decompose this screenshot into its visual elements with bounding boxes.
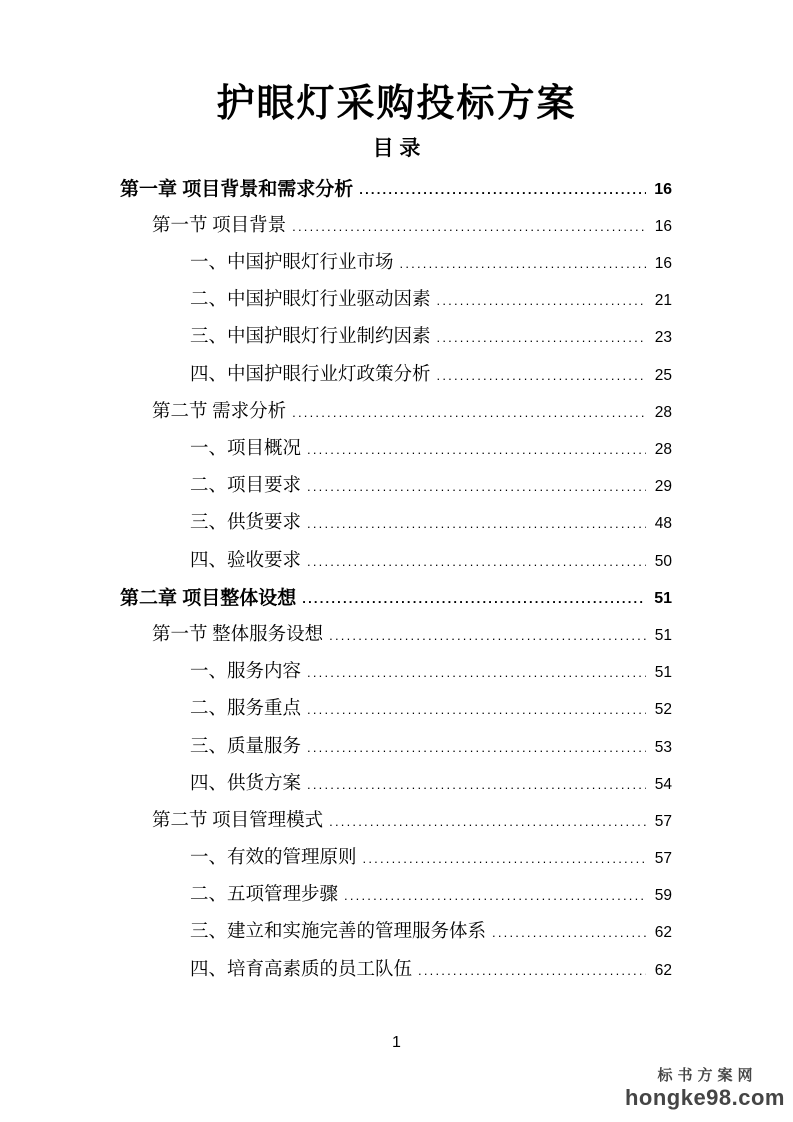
toc-entry <box>120 543 672 580</box>
toc-entry <box>120 505 672 542</box>
toc-entry <box>120 803 672 840</box>
toc-entry-label: 一、有效的管理原则 <box>190 848 357 869</box>
toc-entry-label: 一、服务内容 <box>190 662 302 683</box>
toc-entry-label: 第二节 项目管理模式 <box>152 810 324 831</box>
toc-entry-page: 21 <box>654 292 672 310</box>
toc-leader-dots <box>329 617 646 654</box>
toc-entry-label: 三、供货要求 <box>190 513 302 534</box>
toc-entry <box>120 245 672 282</box>
toc-entry-page: 57 <box>654 812 672 830</box>
toc-leader-dots <box>437 357 646 394</box>
toc-entry-label: 四、培育高素质的员工队伍 <box>190 959 413 980</box>
toc-entry-label: 一、项目概况 <box>190 439 302 459</box>
toc-entry <box>120 914 672 951</box>
toc-leader-dots <box>329 803 646 840</box>
watermark <box>625 1067 785 1110</box>
toc-leader-dots <box>359 171 646 208</box>
toc-entry <box>120 952 672 989</box>
toc-entry-page: 29 <box>654 478 672 496</box>
toc-entry-label: 三、质量服务 <box>190 736 302 757</box>
toc-entry <box>120 171 672 208</box>
toc-entry-page: 50 <box>654 552 672 570</box>
toc-entry-page: 52 <box>654 701 672 719</box>
toc-entry-page: 23 <box>654 329 672 347</box>
toc-entry-page: 16 <box>654 255 672 273</box>
toc-leader-dots <box>307 654 646 691</box>
toc-entry-page: 51 <box>654 664 672 682</box>
toc-entry-page: 51 <box>654 626 672 644</box>
toc-entry-label: 第二节 需求分析 <box>152 401 287 422</box>
toc-entry-label: 四、供货方案 <box>190 773 302 794</box>
toc-entry <box>120 468 672 505</box>
toc-leader-dots <box>307 431 646 468</box>
toc-entry <box>120 729 672 766</box>
toc-leader-dots <box>307 505 646 542</box>
toc-leader-dots <box>292 394 646 431</box>
toc-entry <box>120 766 672 803</box>
toc-entry <box>120 357 672 394</box>
toc-entry-label: 二、服务重点 <box>190 699 302 720</box>
toc-entry-page: 16 <box>654 180 672 198</box>
toc-entry-page: 62 <box>654 961 672 979</box>
toc-entry <box>120 877 672 914</box>
toc-entry-page: 62 <box>654 924 672 942</box>
footer-page-number: 1 <box>392 1034 401 1051</box>
toc-leader-dots <box>437 319 646 356</box>
watermark-site-url: hongke98.com <box>624 1084 785 1110</box>
toc-entry <box>120 840 672 877</box>
toc-entry <box>120 431 672 468</box>
toc-entry-label: 第二章 项目整体设想 <box>120 587 297 609</box>
document-title: 护眼灯采购投标方案 <box>216 83 577 125</box>
toc-entry-page: 53 <box>654 738 672 756</box>
toc-entry-page: 16 <box>654 217 672 235</box>
toc-entry-label: 二、五项管理步骤 <box>190 885 339 906</box>
watermark-site-name: 标书方案网 <box>657 1067 758 1085</box>
toc-entry-label: 四、中国护眼行业灯政策分析 <box>190 364 431 385</box>
toc-entry-page: 54 <box>654 775 672 793</box>
toc-leader-dots <box>307 543 646 580</box>
toc-entry-page: 59 <box>654 887 672 905</box>
toc-entry-label: 三、建立和实施完善的管理服务体系 <box>190 922 487 943</box>
toc-entry <box>120 654 672 691</box>
toc-entry-label: 三、中国护眼灯行业制约因素 <box>190 327 431 348</box>
toc-entry-page: 25 <box>654 366 672 384</box>
toc-entry-label: 二、中国护眼灯行业驱动因素 <box>190 290 431 311</box>
toc-entry-label: 二、项目要求 <box>190 476 302 497</box>
toc-entry <box>120 208 672 245</box>
toc-entry-page: 57 <box>654 850 672 868</box>
toc-list <box>120 171 672 989</box>
toc-leader-dots <box>344 877 646 914</box>
toc-entry-label: 第一章 项目背景和需求分析 <box>120 178 354 200</box>
toc-leader-dots <box>292 208 646 245</box>
toc-leader-dots <box>418 952 646 989</box>
toc-entry-label: 四、验收要求 <box>190 550 302 571</box>
toc-entry <box>120 319 672 356</box>
toc-entry-page: 28 <box>654 403 672 421</box>
toc-entry <box>120 617 672 654</box>
toc-leader-dots <box>400 245 646 282</box>
toc-entry-label: 第一节 整体服务设想 <box>152 624 324 645</box>
toc-entry-label: 一、中国护眼灯行业市场 <box>190 253 394 274</box>
toc-entry-page: 48 <box>654 515 672 533</box>
toc-entry-page: 51 <box>654 589 672 607</box>
toc-entry <box>120 282 672 319</box>
toc-leader-dots <box>307 468 646 505</box>
toc-leader-dots <box>307 691 646 728</box>
toc-leader-dots <box>437 282 646 319</box>
toc-leader-dots <box>302 580 646 617</box>
toc-leader-dots <box>363 840 646 877</box>
toc-leader-dots <box>307 766 646 803</box>
toc-entry <box>120 691 672 728</box>
toc-leader-dots <box>492 914 646 951</box>
toc-heading: 目 录 <box>372 137 421 161</box>
toc-entry <box>120 580 672 617</box>
toc-entry-page: 28 <box>654 441 672 458</box>
toc-entry <box>120 394 672 431</box>
toc-entry-label: 第一节 项目背景 <box>152 215 287 236</box>
toc-leader-dots <box>307 729 646 766</box>
